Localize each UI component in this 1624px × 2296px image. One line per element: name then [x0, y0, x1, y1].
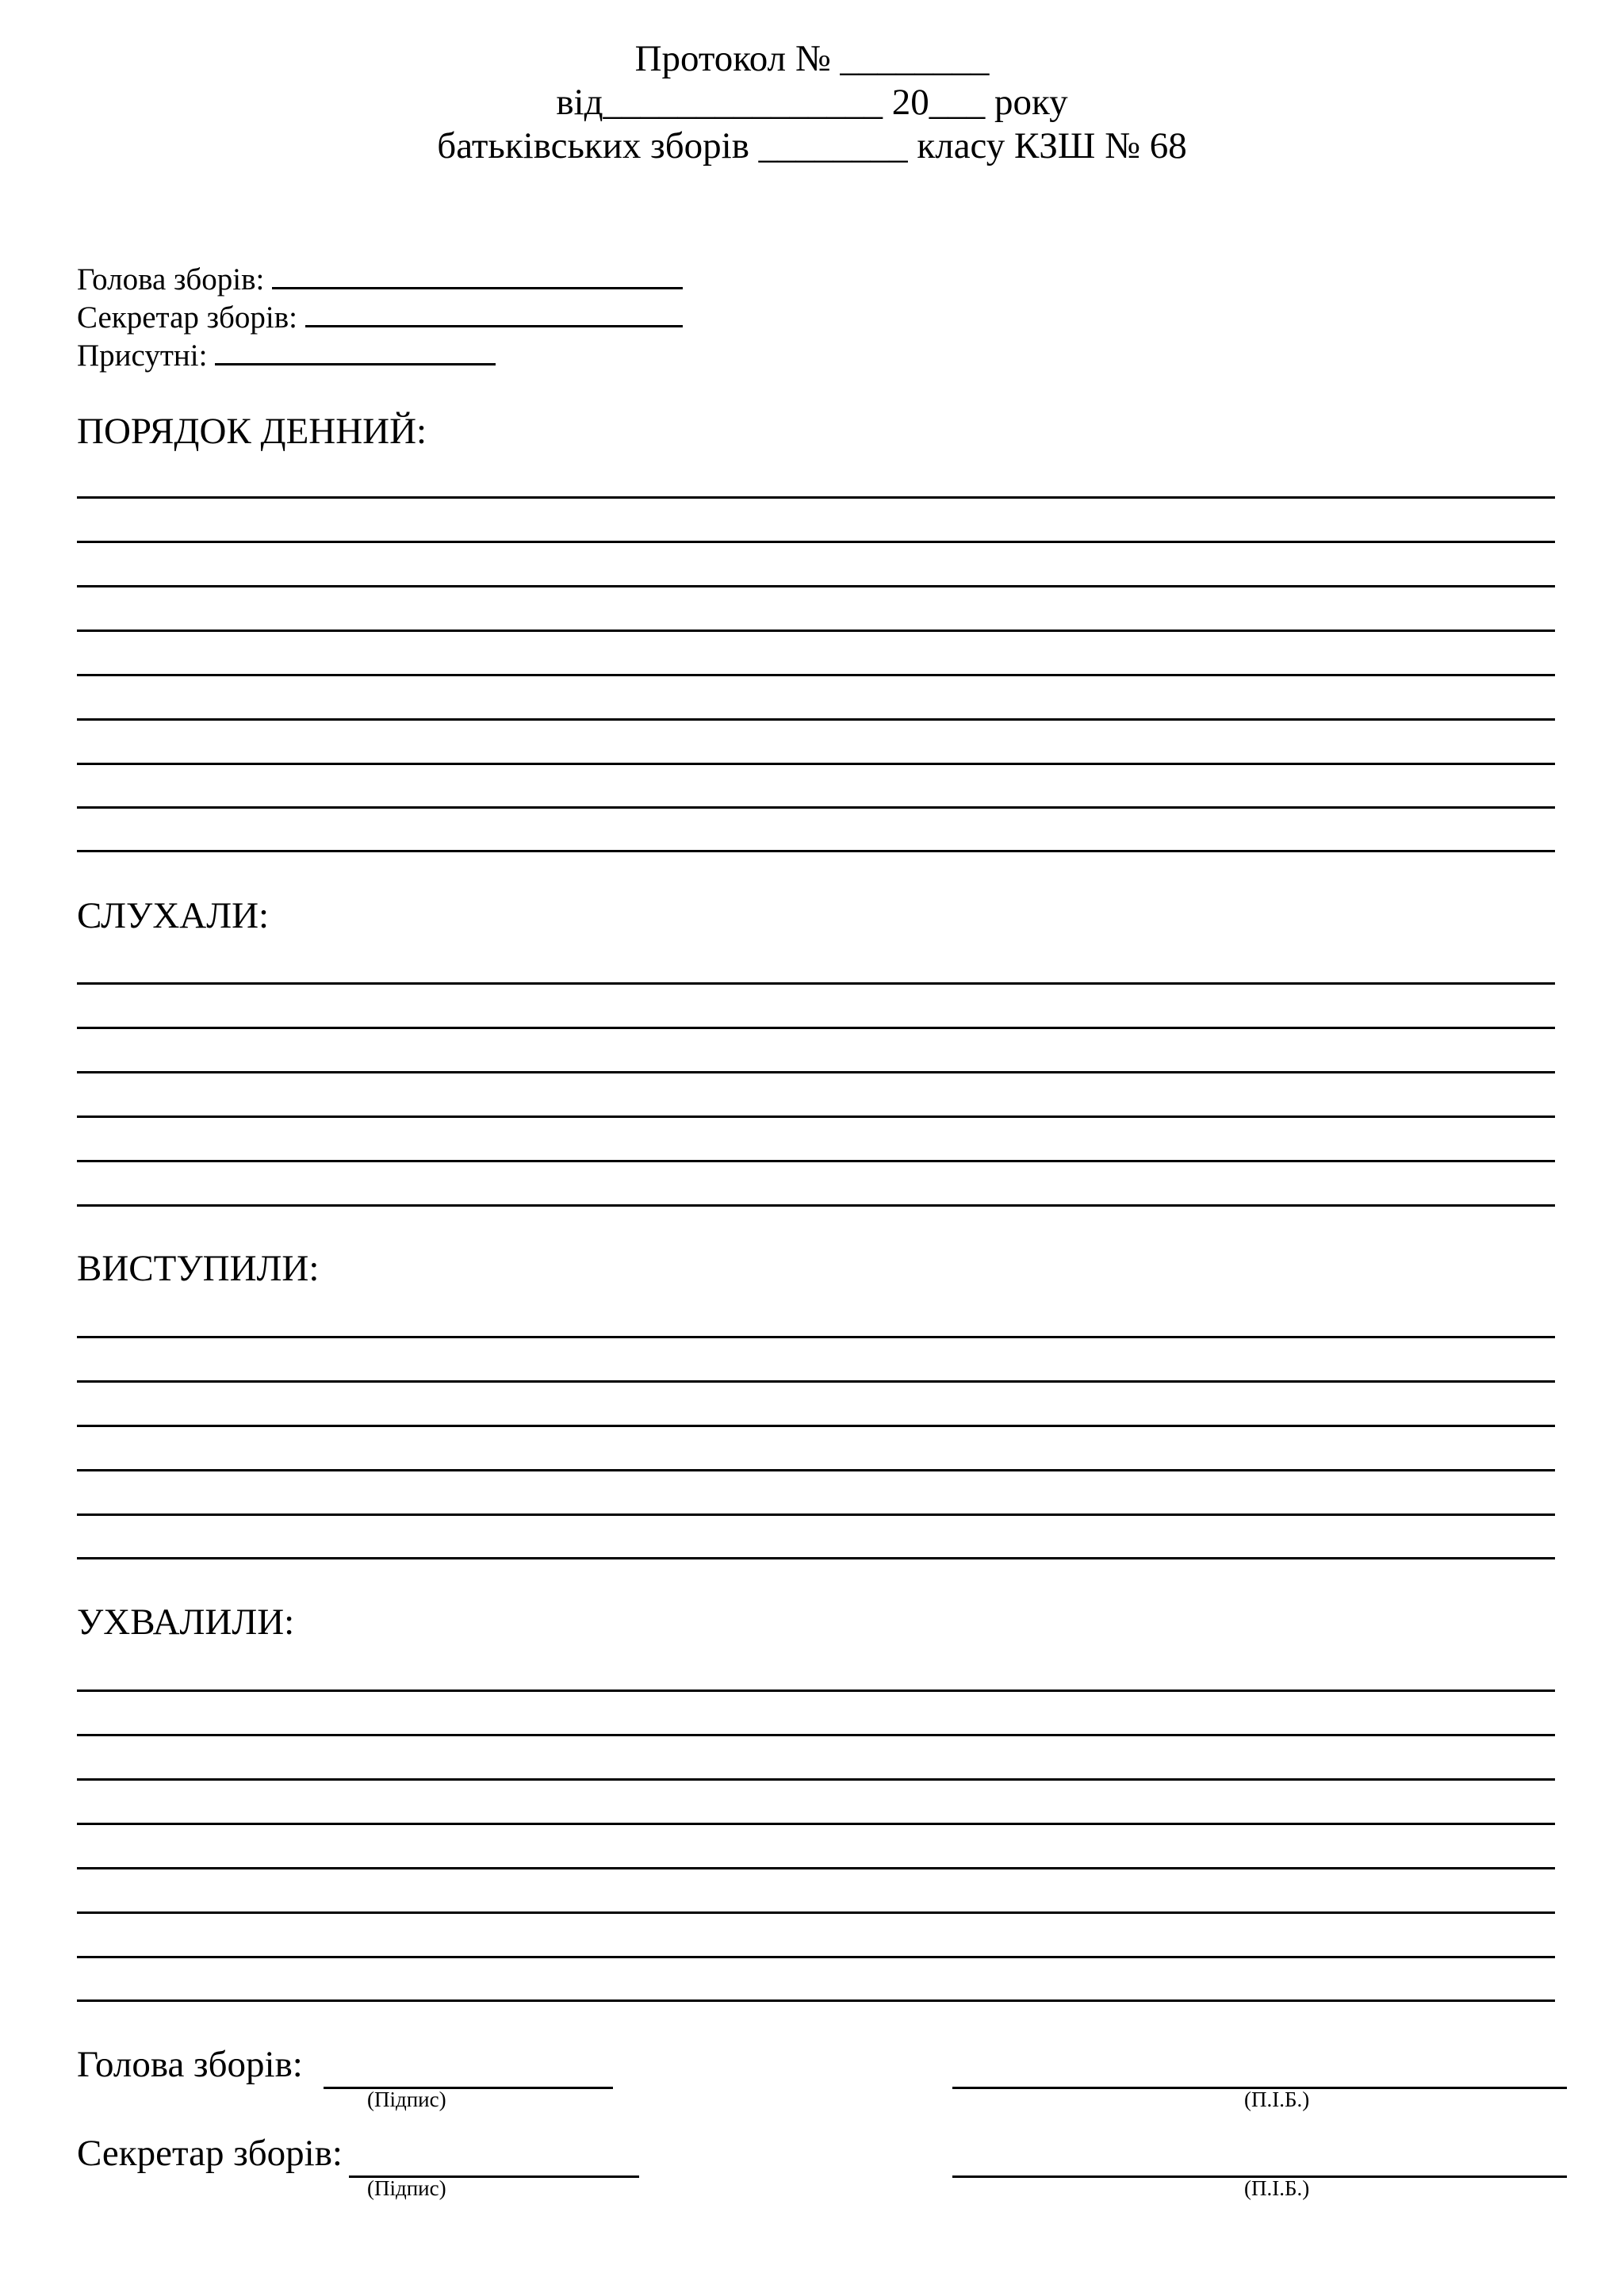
protocol-date-line: від_______________ 20___ року: [556, 82, 1068, 123]
resolved-line[interactable]: [77, 1689, 1555, 1692]
heard-line[interactable]: [77, 1160, 1555, 1162]
agenda-line[interactable]: [77, 806, 1555, 809]
chair-blank[interactable]: [272, 258, 683, 289]
resolved-line[interactable]: [77, 1956, 1555, 1958]
present-label: Присутні:: [77, 339, 208, 373]
spoke-line[interactable]: [77, 1380, 1555, 1383]
resolved-line[interactable]: [77, 1778, 1555, 1781]
agenda-line[interactable]: [77, 674, 1555, 676]
chair-signature-label: Голова зборів:: [77, 2044, 303, 2085]
chair-field: [77, 258, 683, 299]
heard-line[interactable]: [77, 1027, 1555, 1029]
heard-line[interactable]: [77, 1204, 1555, 1207]
agenda-line[interactable]: [77, 585, 1555, 587]
agenda-line[interactable]: [77, 496, 1555, 499]
agenda-line[interactable]: [77, 763, 1555, 765]
secretary-name-caption: (П.І.Б.): [1244, 2176, 1310, 2200]
agenda-heading: ПОРЯДОК ДЕННИЙ:: [77, 411, 427, 452]
agenda-line[interactable]: [77, 718, 1555, 721]
resolved-line[interactable]: [77, 1823, 1555, 1825]
heard-line[interactable]: [77, 1071, 1555, 1073]
heard-line[interactable]: [77, 1115, 1555, 1118]
chair-label: Голова зборів:: [77, 262, 265, 297]
agenda-line[interactable]: [77, 629, 1555, 632]
resolved-line[interactable]: [77, 1911, 1555, 1914]
spoke-line[interactable]: [77, 1513, 1555, 1516]
secretary-field: [77, 297, 683, 337]
protocol-number-line: Протокол № ________: [634, 38, 990, 79]
spoke-line[interactable]: [77, 1557, 1555, 1559]
heard-heading: СЛУХАЛИ:: [77, 895, 270, 936]
resolved-heading: УХВАЛИЛИ:: [77, 1601, 295, 1643]
meeting-class-line: батьківських зборів ________ класу КЗШ № 68: [437, 125, 1187, 166]
resolved-line[interactable]: [77, 1867, 1555, 1869]
chair-signature-caption: (Підпис): [367, 2087, 446, 2111]
present-blank[interactable]: [215, 335, 496, 365]
chair-name-caption: (П.І.Б.): [1244, 2087, 1310, 2111]
present-field: [77, 335, 496, 375]
agenda-line[interactable]: [77, 850, 1555, 852]
resolved-line[interactable]: [77, 1734, 1555, 1736]
spoke-line[interactable]: [77, 1425, 1555, 1427]
secretary-signature-caption: (Підпис): [367, 2176, 446, 2200]
spoke-line[interactable]: [77, 1469, 1555, 1471]
spoke-heading: ВИСТУПИЛИ:: [77, 1248, 320, 1289]
heard-line[interactable]: [77, 982, 1555, 985]
spoke-line[interactable]: [77, 1336, 1555, 1338]
agenda-line[interactable]: [77, 541, 1555, 543]
secretary-label: Секретар зборів:: [77, 300, 297, 335]
secretary-signature-label: Секретар зборів:: [77, 2133, 343, 2174]
secretary-blank[interactable]: [305, 297, 683, 327]
resolved-line[interactable]: [77, 1999, 1555, 2002]
